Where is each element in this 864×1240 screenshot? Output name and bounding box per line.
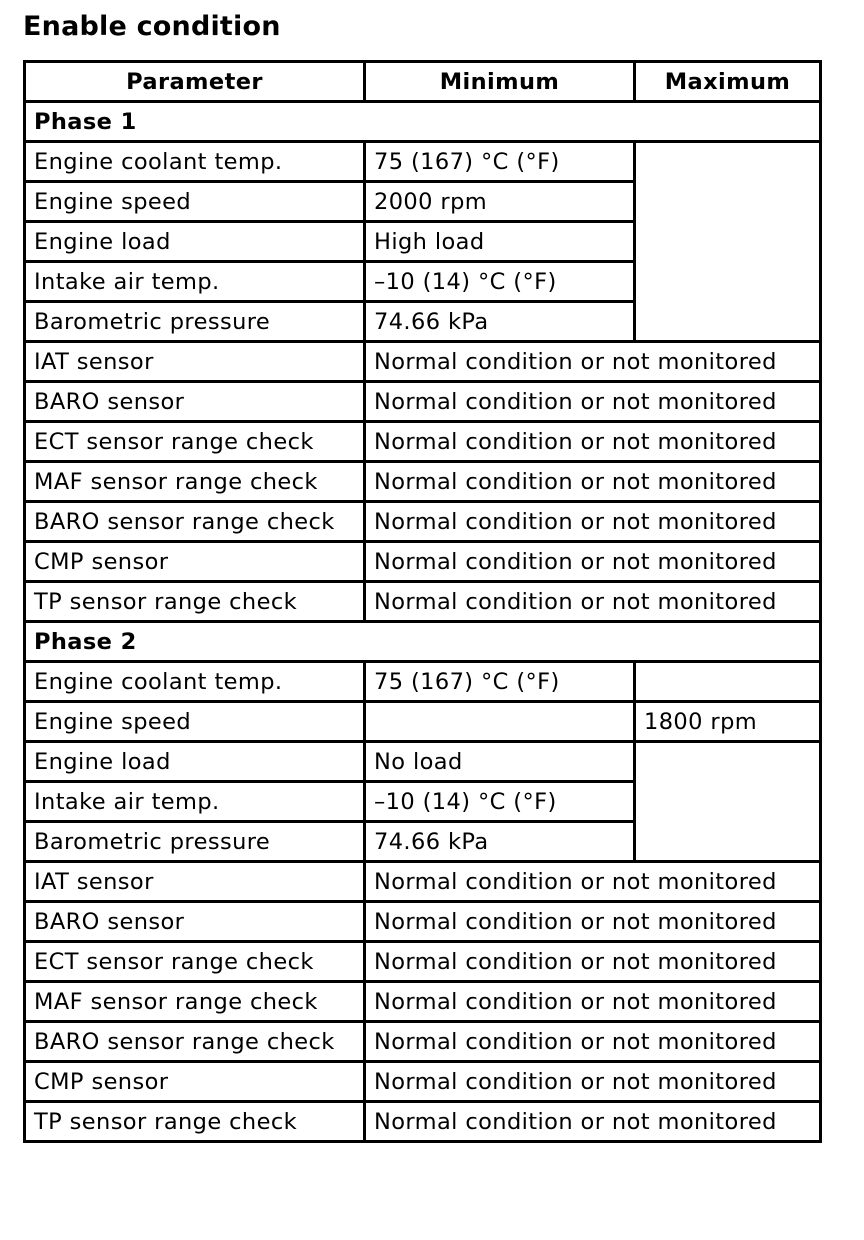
- parameter-cell: IAT sensor: [25, 862, 365, 902]
- table-row: [25, 422, 821, 462]
- parameter-cell: CMP sensor: [25, 1062, 365, 1102]
- table-row: [25, 1022, 821, 1062]
- header-maximum: Maximum: [635, 62, 821, 102]
- condition-cell: Normal condition or not monitored: [365, 1062, 821, 1102]
- parameter-cell: MAF sensor range check: [25, 982, 365, 1022]
- header-parameter: Parameter: [25, 62, 365, 102]
- parameter-cell: Engine load: [25, 742, 365, 782]
- minimum-cell: 75 (167) °C (°F): [365, 662, 635, 702]
- minimum-cell-empty: [365, 702, 635, 742]
- table-row: [25, 342, 821, 382]
- condition-cell: Normal condition or not monitored: [365, 1102, 821, 1142]
- minimum-cell: No load: [365, 742, 635, 782]
- parameter-cell: BARO sensor: [25, 902, 365, 942]
- table-row: [25, 902, 821, 942]
- parameter-cell: Intake air temp.: [25, 782, 365, 822]
- condition-cell: Normal condition or not monitored: [365, 982, 821, 1022]
- table-row: [25, 702, 821, 742]
- table-row: [25, 982, 821, 1022]
- minimum-cell: 75 (167) °C (°F): [365, 142, 635, 182]
- parameter-cell: Engine speed: [25, 702, 365, 742]
- parameter-cell: BARO sensor: [25, 382, 365, 422]
- table-row: [25, 502, 821, 542]
- table-row: [25, 382, 821, 422]
- minimum-cell: 74.66 kPa: [365, 302, 635, 342]
- parameter-cell: CMP sensor: [25, 542, 365, 582]
- parameter-cell: Engine load: [25, 222, 365, 262]
- header-row: [25, 62, 821, 102]
- condition-cell: Normal condition or not monitored: [365, 1022, 821, 1062]
- condition-cell: Normal condition or not monitored: [365, 422, 821, 462]
- minimum-cell: –10 (14) °C (°F): [365, 782, 635, 822]
- parameter-cell: Engine coolant temp.: [25, 142, 365, 182]
- minimum-cell: 2000 rpm: [365, 182, 635, 222]
- minimum-cell: –10 (14) °C (°F): [365, 262, 635, 302]
- parameter-cell: MAF sensor range check: [25, 462, 365, 502]
- condition-cell: Normal condition or not monitored: [365, 502, 821, 542]
- maximum-cell-empty: [635, 142, 821, 342]
- parameter-cell: TP sensor range check: [25, 582, 365, 622]
- maximum-cell-empty: [635, 742, 821, 862]
- condition-cell: Normal condition or not monitored: [365, 902, 821, 942]
- maximum-cell: 1800 rpm: [635, 702, 821, 742]
- table-row: [25, 862, 821, 902]
- parameter-cell: Engine speed: [25, 182, 365, 222]
- parameter-cell: TP sensor range check: [25, 1102, 365, 1142]
- condition-cell: Normal condition or not monitored: [365, 542, 821, 582]
- condition-cell: Normal condition or not monitored: [365, 462, 821, 502]
- phase-label: Phase 2: [25, 622, 821, 662]
- parameter-cell: Barometric pressure: [25, 302, 365, 342]
- condition-cell: Normal condition or not monitored: [365, 582, 821, 622]
- minimum-cell: 74.66 kPa: [365, 822, 635, 862]
- parameter-cell: IAT sensor: [25, 342, 365, 382]
- table-row: [25, 1102, 821, 1142]
- header-minimum: Minimum: [365, 62, 635, 102]
- condition-cell: Normal condition or not monitored: [365, 942, 821, 982]
- table-row: [25, 582, 821, 622]
- maximum-cell-empty: [635, 662, 821, 702]
- table-row: [25, 142, 821, 182]
- parameter-cell: BARO sensor range check: [25, 1022, 365, 1062]
- parameter-cell: Intake air temp.: [25, 262, 365, 302]
- condition-cell: Normal condition or not monitored: [365, 382, 821, 422]
- condition-cell: Normal condition or not monitored: [365, 862, 821, 902]
- enable-condition-table: [23, 60, 822, 1143]
- parameter-cell: Barometric pressure: [25, 822, 365, 862]
- parameter-cell: ECT sensor range check: [25, 422, 365, 462]
- phase-row: [25, 622, 821, 662]
- parameter-cell: ECT sensor range check: [25, 942, 365, 982]
- table-row: [25, 1062, 821, 1102]
- phase-label: Phase 1: [25, 102, 821, 142]
- table-row: [25, 542, 821, 582]
- table-row: [25, 742, 821, 782]
- phase-row: [25, 102, 821, 142]
- condition-cell: Normal condition or not monitored: [365, 342, 821, 382]
- page-title: Enable condition: [23, 11, 281, 42]
- table-row: [25, 462, 821, 502]
- table-row: [25, 942, 821, 982]
- parameter-cell: BARO sensor range check: [25, 502, 365, 542]
- minimum-cell: High load: [365, 222, 635, 262]
- table-row: [25, 662, 821, 702]
- parameter-cell: Engine coolant temp.: [25, 662, 365, 702]
